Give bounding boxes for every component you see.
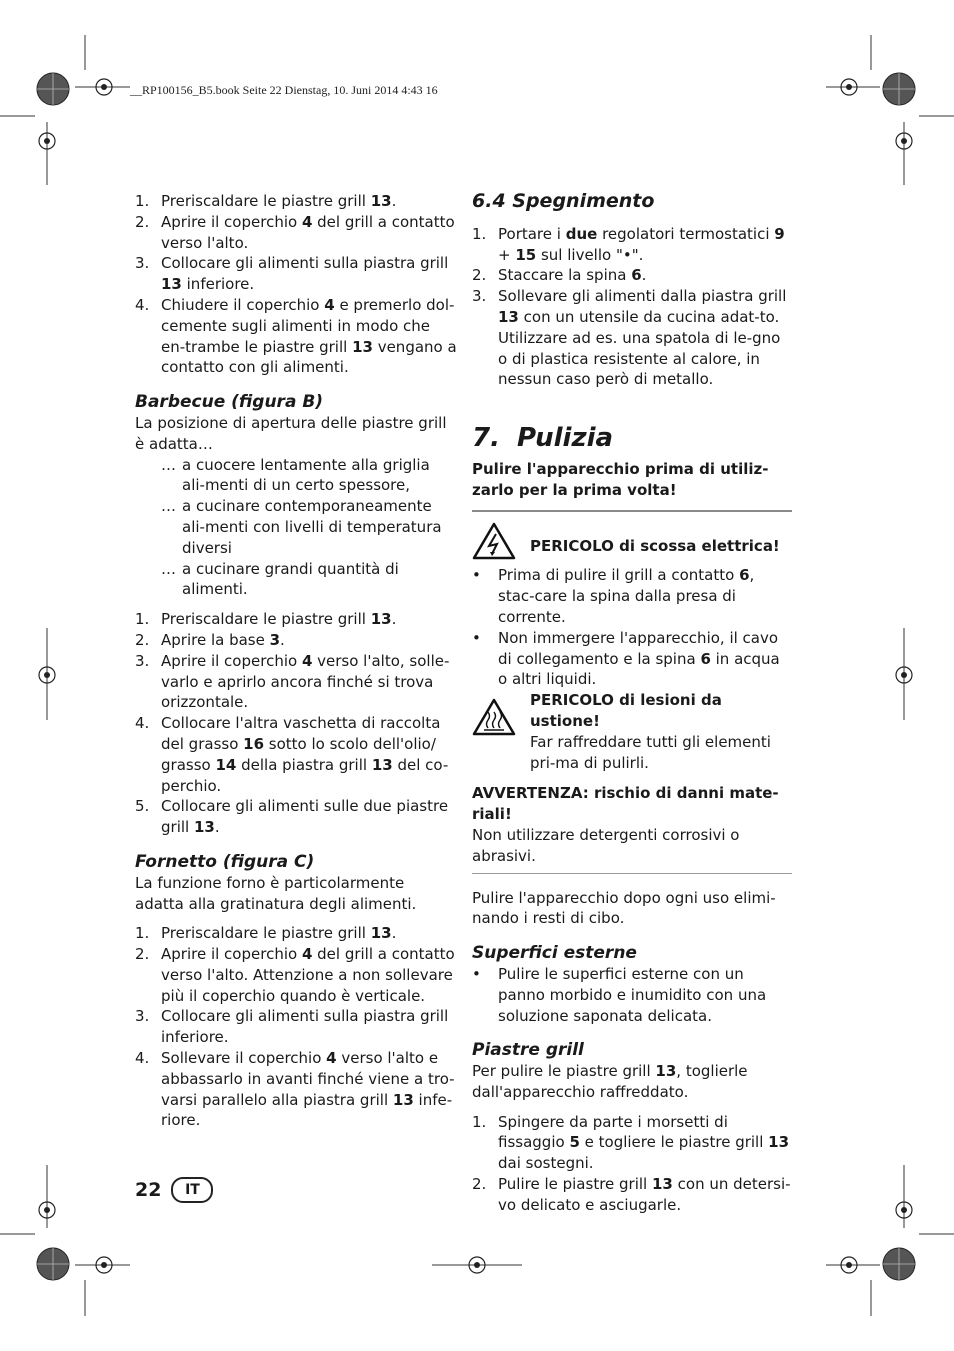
list-item: 5. Collocare gli alimenti sulle due piastre grill 13. [135,797,449,837]
right-column [472,191,792,1216]
list-item: 3. Sollevare gli alimenti dalla piastra grill 13 con un utensile da cucina adat-to. Utilizzare ad es. una spatola di le-gno o di plastica resistente al calore, in nessun caso però di metallo. [472,287,787,389]
list-item: 4. Chiudere il coperchio 4 e premerlo dol-cemente sugli alimenti in modo che en-trambe le piastre grill 13 vengano a contatto con gli alimenti. [135,295,457,377]
electric-warning-list [472,565,792,690]
list-item: • Prima di pulire il grill a contatto 6, stac-care la spina dalla presa di corrente. [472,566,755,626]
steps-list-3 [135,923,457,1131]
list-item: 1. Preriscaldare le piastre grill 13. [135,610,397,629]
page-footer [135,1177,213,1203]
language-badge: IT [171,1177,213,1203]
fornetto-heading: Fornetto (figura C) [135,851,315,872]
electric-hazard-icon [472,522,530,566]
list-item: 3. Aprire il coperchio 4 verso l'alto, solle-varlo e aprirlo ancora finché si trova orizzontale. [135,651,450,712]
electric-warning [472,522,792,566]
list-item: • Non immergere l'apparecchio, il cavo di collegamento e la spina 6 in acqua o altri liquidi. [472,628,780,689]
list-item: • Pulire le superfici esterne con un panno morbido e inumidito con una soluzione saponata delicata. [472,964,767,1025]
after-use-text: Pulire l'apparecchio dopo ogni uso elimi-nando i resti di cibo. [472,888,776,928]
burn-warning-title: PERICOLO di lesioni da ustione! [530,691,722,730]
grill-plates-intro: Per pulire le piastre grill 13, toglierle dall'apparecchio raffreddato. [472,1062,748,1101]
material-warning-text: Non utilizzare detergenti corrosivi o abrasivi. [472,825,740,865]
barbecue-heading: Barbecue (figura B) [135,392,324,413]
list-item: 1. Preriscaldare le piastre grill 13. [135,192,397,210]
list-item: 2. Aprire il coperchio 4 del grill a contatto verso l'alto. [135,212,455,252]
list-item: 4. Collocare l'altra vaschetta di raccolta del grasso 16 sotto lo scolo dell'olio/ grasso 14 della piastra grill 13 del co-perchio. [135,714,449,795]
list-item: 2. Staccare la spina 6. [472,266,647,285]
section-7-number: 7. [472,423,500,454]
fornetto-intro: La funzione forno è particolarmente adatta alla gratinatura degli alimenti. [135,873,417,913]
list-item: … a cucinare contemporaneamente ali-menti con livelli di temperatura diversi [161,497,442,557]
barbecue-intro: La posizione di apertura delle piastre grill è adatta… [135,413,447,453]
barbecue-list [135,455,457,601]
left-column [135,191,457,1131]
list-item: 2. Aprire il coperchio 4 del grill a contatto verso l'alto. Attenzione a non sollevare più il coperchio quando è verticale. [135,945,455,1005]
grill-plates-steps [472,1112,792,1216]
divider [472,510,792,512]
burn-warning-text: Far raffreddare tutti gli elementi pri-ma di pulirli. [530,732,771,772]
cleaning-intro: Pulire l'apparecchio prima di utiliz-zarlo per la prima volta! [472,459,769,499]
external-surfaces-heading: Superfici esterne [472,943,637,964]
list-item: 2. Pulire le piastre grill 13 con un detersi-vo delicato e asciugarle. [472,1175,791,1214]
page-number: 22 [135,1179,162,1201]
list-item: 2. Aprire la base 3. [135,630,285,649]
steps-list-1 [135,191,457,378]
section-7-title: Pulizia [517,423,614,454]
list-item: 4. Sollevare il coperchio 4 verso l'alto e abbassarlo in avanti finché viene a tro-varsi parallelo alla piastra grill 13 infe-riore. [135,1049,455,1130]
list-item: … a cucinare grandi quantità di alimenti. [161,559,399,599]
list-item: 1. Spingere da parte i morsetti di fissaggio 5 e togliere le piastre grill 13 dai sostegni. [472,1112,790,1173]
print-header: __RP100156_B5.book Seite 22 Dienstag, 10. Juni 2014 4:43 16 [130,83,438,97]
list-item: 1. Portare i due regolatori termostatici 9 + 15 sul livello "•". [472,224,785,264]
divider-thin [472,873,792,874]
section-6-4-heading: 6.4 Spegnimento [472,190,655,212]
list-item: 1. Preriscaldare le piastre grill 13. [135,924,397,943]
external-surfaces-list [472,964,792,1026]
burn-warning [472,690,792,773]
hot-surface-icon [472,690,530,742]
list-item: 3. Collocare gli alimenti sulla piastra grill inferiore. [135,1007,449,1047]
list-item: 3. Collocare gli alimenti sulla piastra grill 13 inferiore. [135,254,449,294]
material-warning-title: AVVERTENZA: rischio di danni mate-riali! [472,784,779,824]
list-item: … a cuocere lentamente alla griglia ali-menti di un certo spessore, [161,455,430,495]
grill-plates-heading: Piastre grill [472,1040,584,1061]
electric-warning-title: PERICOLO di scossa elettrica! [530,536,780,555]
section-7-heading [472,423,792,454]
steps-list-2 [135,609,457,838]
steps-6-4 [472,224,792,390]
